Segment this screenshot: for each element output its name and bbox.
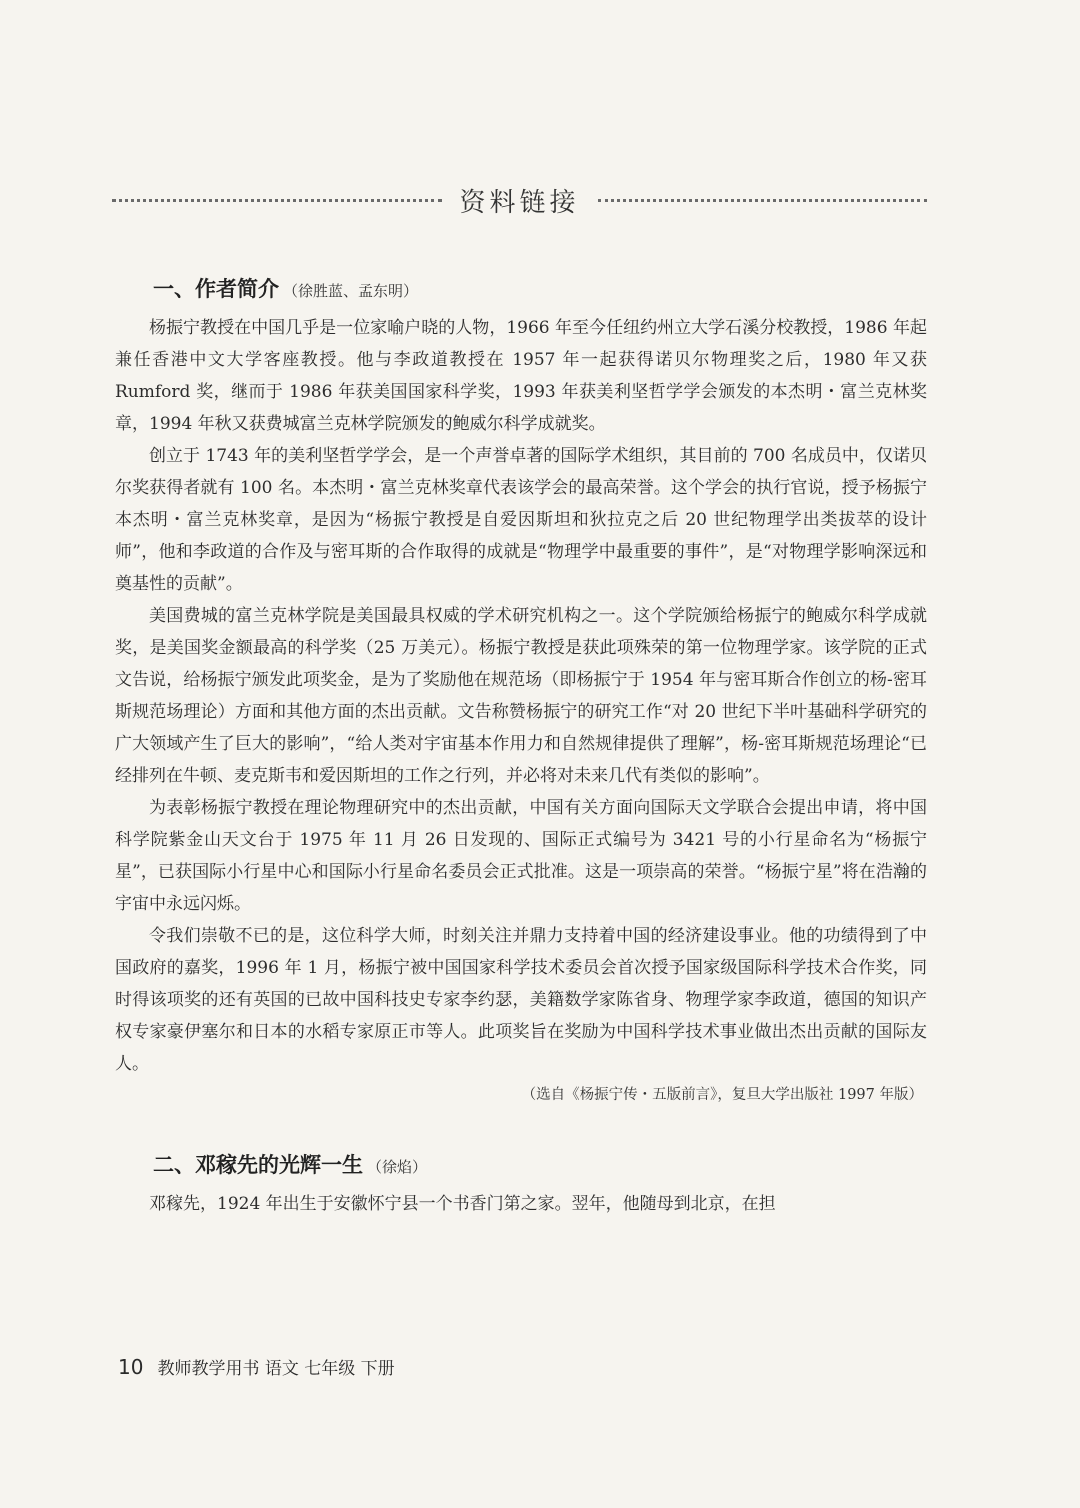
section-title: 二、邓稼先的光辉一生 — [153, 1153, 363, 1177]
paragraph: 杨振宁教授在中国几乎是一位家喻户晓的人物，1966 年至今任纽约州立大学石溪分校教授，1986 年起兼任香港中文大学客座教授。他与李政道教授在 1957 年一起获得诺贝尔物理奖之后，1980 年又获 Rumford 奖，继而于 1986 年获美国国家科学奖，1993 年获美利坚哲学学会颁发的本杰明・富兰克林奖章，1994 年秋又获费城富兰克林学院颁发的鲍威尔科学成就奖。 — [115, 318, 927, 434]
page-number: 10 — [118, 1355, 144, 1379]
banner-right-rule — [598, 199, 928, 202]
section-heading-deng-jiaxian — [153, 1148, 927, 1182]
banner-title: 资料链接 — [459, 187, 580, 218]
paragraph: 为表彰杨振宁教授在理论物理研究中的杰出贡献，中国有关方面向国际天文学联合会提出申请，将中国科学院紫金山天文台于 1975 年 11 月 26 日发现的、国际正式编号为 3421 号的小行星命名为“杨振宁星”，已获国际小行星中心和国际小行星命名委员会正式批准。这是一项崇高的荣誉。“杨振宁星”将在浩瀚的宇宙中永远闪烁。 — [115, 798, 927, 914]
section-author: （徐胜蓝、孟东明） — [283, 282, 419, 300]
paragraph: 令我们崇敬不已的是，这位科学大师，时刻关注并鼎力支持着中国的经济建设事业。他的功绩得到了中国政府的嘉奖，1996 年 1 月，杨振宁被中国国家科学技术委员会首次授予国家级国际科学技术合作奖，同时得该项奖的还有英国的已故中国科技史专家李约瑟，美籍数学家陈省身、物理学家李政道，德国的知识产权专家豪伊塞尔和日本的水稻专家原正市等人。此项奖旨在奖励为中国科学技术事业做出杰出贡献的国际友人。 — [115, 926, 927, 1074]
paragraph: 美国费城的富兰克林学院是美国最具权威的学术研究机构之一。这个学院颁给杨振宁的鲍威尔科学成就奖，是美国奖金额最高的科学奖（25 万美元）。杨振宁教授是获此项殊荣的第一位物理学家。该学院的正式文告说，给杨振宁颁发此项奖金，是为了奖励他在规范场（即杨振宁于 1954 年与密耳斯合作创立的杨-密耳斯规范场理论）方面和其他方面的杰出贡献。文告称赞杨振宁的研究工作“对 20 世纪下半叶基础科学研究的广大领域产生了巨大的影响”，“给人类对宇宙基本作用力和自然规律提供了理解”，杨-密耳斯规范场理论“已经排列在牛顿、麦克斯韦和爱因斯坦的工作之行列，并必将对未来几代有类似的影响”。 — [115, 606, 927, 786]
page-content — [115, 272, 927, 1220]
source-citation: （选自《杨振宁传・五版前言》，复旦大学出版社 1997 年版） — [521, 1087, 923, 1103]
paragraph: 邓稼先，1924 年出生于安徽怀宁县一个书香门第之家。翌年，他随母到北京，在担 — [149, 1194, 776, 1214]
banner-left-rule — [112, 199, 442, 202]
section-banner — [112, 178, 927, 222]
section-heading-author-intro — [153, 272, 927, 306]
paragraph: 创立于 1743 年的美利坚哲学学会，是一个声誉卓著的国际学术组织，其目前的 700 名成员中，仅诺贝尔奖获得者就有 100 名。本杰明・富兰克林奖章代表该学会的最高荣誉。这个学会的执行官说，授予杨振宁本杰明・富兰克林奖章，是因为“杨振宁教授是自爱因斯坦和狄拉克之后 20 世纪物理学出类拔萃的设计师”，他和李政道的合作及与密耳斯的合作取得的成就是“物理学中最重要的事件”，是“对物理学影响深远和奠基性的贡献”。 — [115, 446, 927, 594]
section-title: 一、作者简介 — [153, 277, 279, 301]
section-author: （徐焰） — [367, 1158, 428, 1176]
page-footer — [118, 1354, 395, 1384]
book-title: 教师教学用书 语文 七年级 下册 — [157, 1359, 395, 1379]
